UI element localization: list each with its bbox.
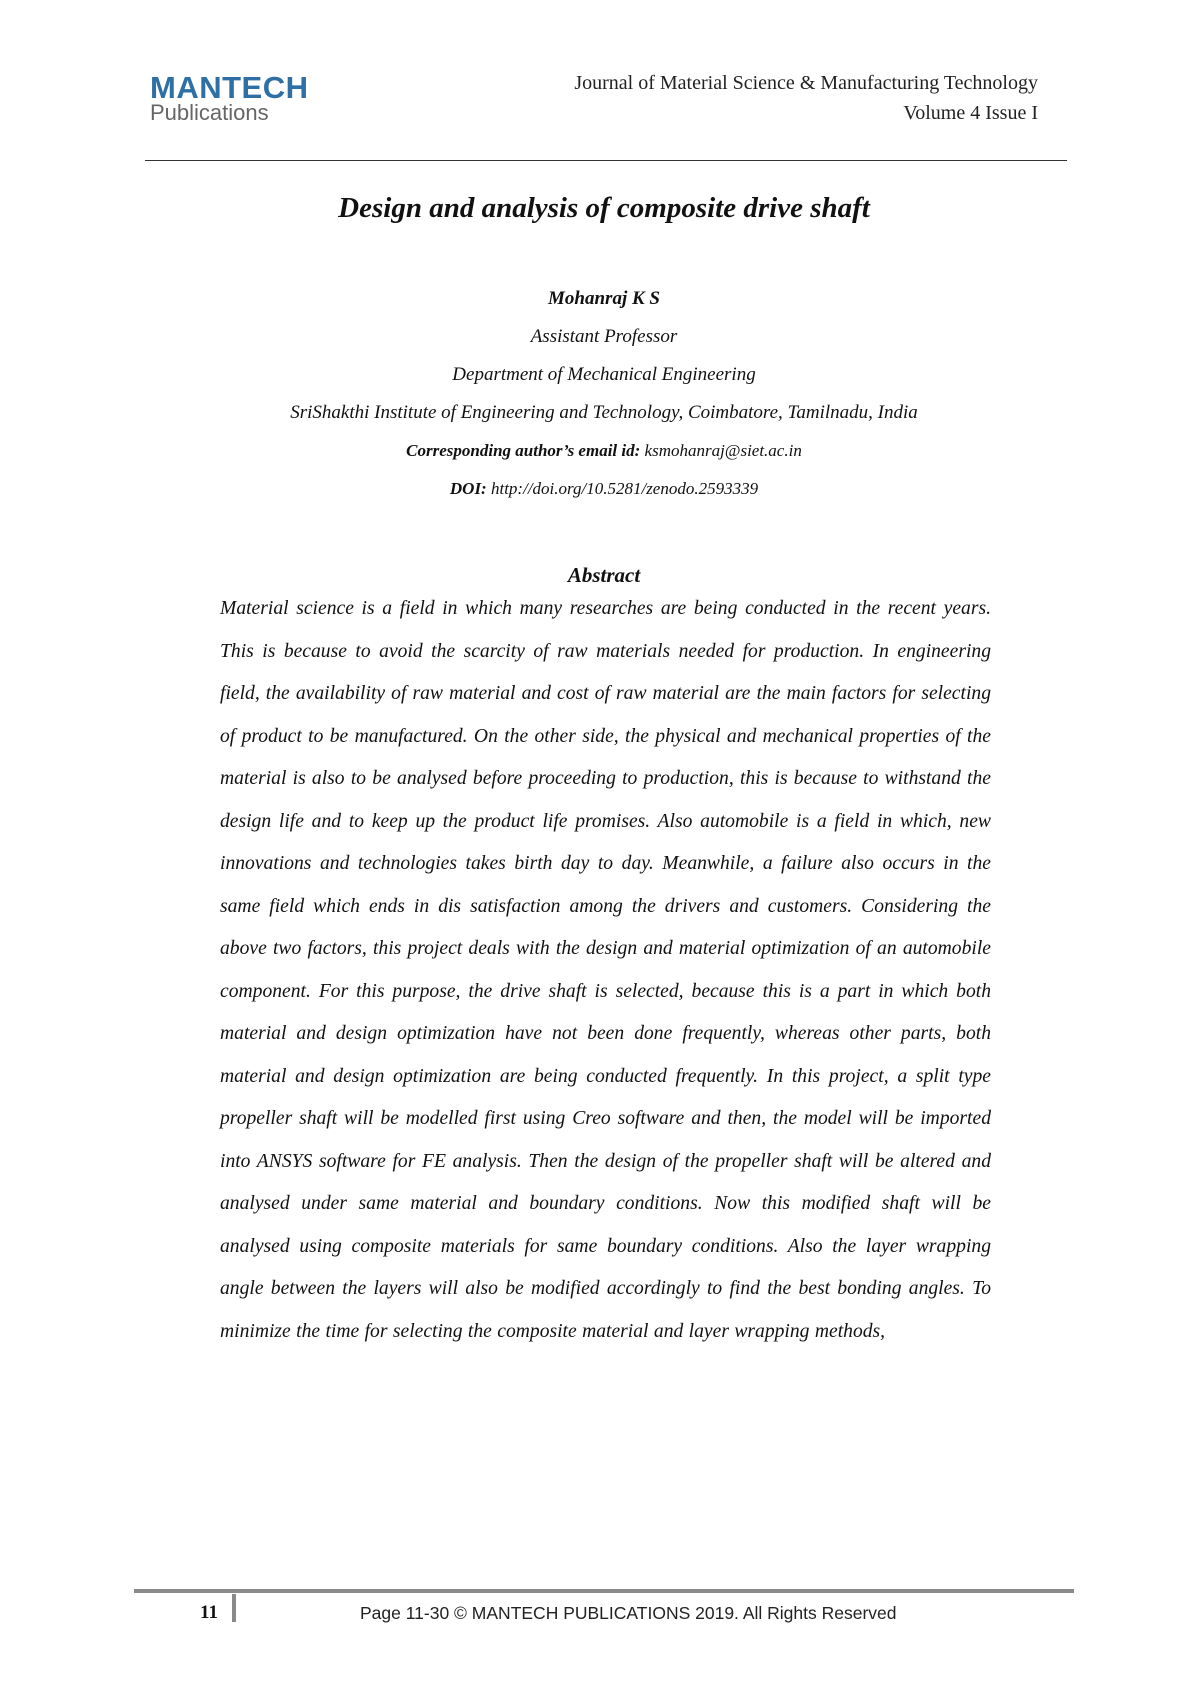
- doi-label: DOI:: [449, 479, 487, 498]
- author-name: Mohanraj K S: [548, 288, 660, 309]
- journal-header: [574, 68, 1038, 128]
- journal-name: Journal of Material Science & Manufacturing Technology: [574, 72, 1038, 94]
- volume-issue: Volume 4 Issue I: [903, 102, 1038, 124]
- publisher-logo: [150, 70, 309, 132]
- logo-wordmark: MANTECH: [150, 70, 309, 105]
- author-position: Assistant Professor: [530, 326, 678, 347]
- header-divider: [145, 160, 1067, 161]
- author-email-line: [0, 432, 1200, 470]
- footer-separator: [232, 1594, 236, 1622]
- author-department: Department of Mechanical Engineering: [452, 364, 756, 385]
- page-number: 11: [200, 1602, 218, 1623]
- paper-title: Design and analysis of composite drive shaft: [338, 192, 870, 224]
- doi-link[interactable]: http://doi.org/10.5281/zenodo.2593339: [490, 479, 759, 498]
- email-label: Corresponding author’s email id:: [406, 441, 641, 460]
- logo-subtitle: Publications: [150, 100, 269, 125]
- abstract-text: Material science is a field in which many researches are being conducted in the recent years. This is because to avoid the scarcity of raw materials needed for production. In engineering field, the availability of raw material and cost of raw material are the main factors for selecting of product to be manufactured. On the other side, the physical and mechanical properties of the material is also to be analysed before proceeding to production, this is because to withstand the design life and to keep up the product life promises. Also automobile is a field in which, new innovations and technologies takes birth day to day. Meanwhile, a failure also occurs in the same field which ends in dis satisfaction among the drivers and customers. Considering the above two factors, this project deals with the design and material optimization of an automobile component. For this purpose, the drive shaft is selected, because this is a part in which both material and design optimization have not been done frequently, whereas other parts, both material and design optimization are being conducted frequently. In this project, a split type propeller shaft will be modelled first using Creo software and then, the model will be imported into ANSYS software for FE analysis. Then the design of the propeller shaft will be altered and analysed under same material and boundary conditions. Now this modified shaft will be analysed using composite materials for same boundary conditions. Also the layer wrapping angle between the layers will also be modified accordingly to find the best bonding angles. To minimize the time for selecting the composite material and layer wrapping methods,: [220, 598, 991, 1342]
- author-block: [0, 280, 1200, 508]
- author-institution: SriShakthi Institute of Engineering and Technology, Coimbatore, Tamilnadu, India: [290, 402, 918, 423]
- author-email[interactable]: ksmohanraj@siet.ac.in: [644, 441, 802, 460]
- abstract-heading: Abstract: [567, 563, 641, 587]
- footer-divider: [134, 1589, 1074, 1593]
- footer-copyright: Page 11-30 © MANTECH PUBLICATIONS 2019. All Rights Reserved: [360, 1603, 897, 1623]
- doi-line: [0, 470, 1200, 508]
